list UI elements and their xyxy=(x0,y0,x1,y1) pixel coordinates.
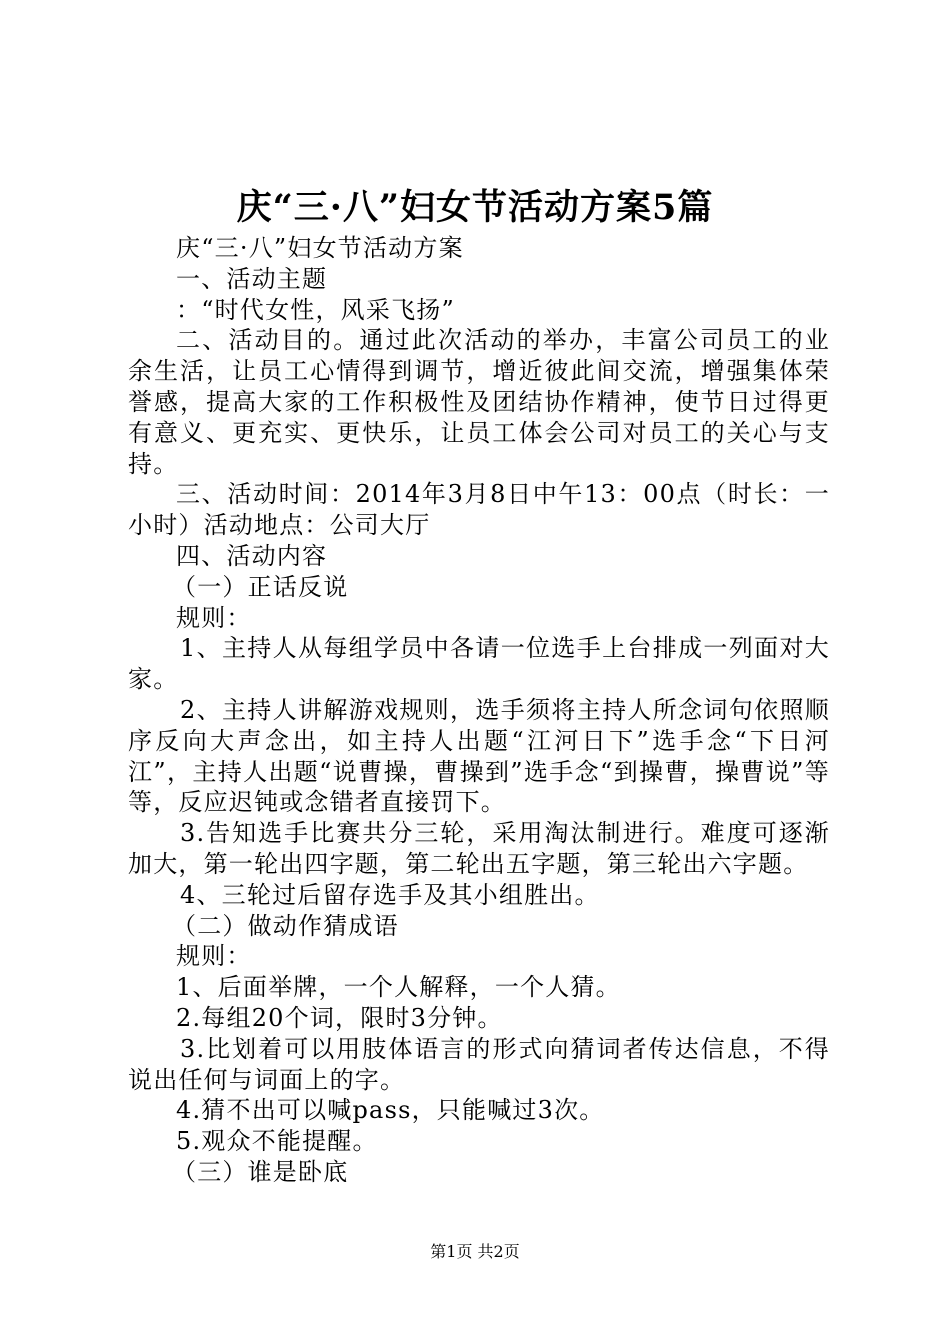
paragraph-rule-2-4: 4.猜不出可以喊pass，只能喊过3次。 xyxy=(176,1096,605,1125)
paragraph-time-place: 三、活动时间：2014年3月8日中午13：00点（时长：一小时）活动地点：公司大厅 xyxy=(128,480,830,540)
paragraph-rules-label: 规则： xyxy=(176,603,252,632)
paragraph-section-1: （一）正话反说 xyxy=(172,572,349,601)
paragraph-rule-4: 4、三轮过后留存选手及其小组胜出。 xyxy=(180,880,600,909)
paragraph-rule-2-5: 5.观众不能提醒。 xyxy=(176,1127,378,1156)
paragraph-theme: ：“时代女性，风采飞扬” xyxy=(176,295,455,324)
paragraph-rule-2-2: 2.每组20个词，限时3分钟。 xyxy=(176,1003,503,1032)
paragraph-heading-content: 四、活动内容 xyxy=(176,541,328,570)
paragraph-heading-theme: 一、活动主题 xyxy=(176,264,328,293)
document-title: 庆“三·八”妇女节活动方案5篇 xyxy=(236,187,714,228)
paragraph-purpose: 二、活动目的。通过此次活动的举办，丰富公司员工的业余生活，让员工心情得到调节，增近彼此间交流，增强集体荣誉感，提高大家的工作积极性及团结协作精神，使节日过得更有意义、更充实、更快乐，让员工体会公司对员工的关心与支持。 xyxy=(128,326,830,478)
paragraph-subtitle: 庆“三·八”妇女节活动方案 xyxy=(176,234,464,262)
paragraph-rule-1: 1、主持人从每组学员中各请一位选手上台排成一列面对大家。 xyxy=(128,634,830,694)
document-body xyxy=(128,233,830,1188)
paragraph-rule-2-1: 1、后面举牌，一个人解释，一个人猜。 xyxy=(176,973,621,1002)
page-footer: 第1页 共2页 xyxy=(430,1242,520,1261)
paragraph-rule-2: 2、主持人讲解游戏规则，选手须将主持人所念词句依照顺序反向大声念出，如主持人出题“江河日下”选手念“下日河江”，主持人出题“说曹操，曹操到”选手念“到操曹，操曹说”等等，反应迟钝或念错者直接罚下。 xyxy=(128,695,830,817)
paragraph-rules-label-2: 规则： xyxy=(176,942,252,971)
paragraph-section-2: （二）做动作猜成语 xyxy=(172,911,399,940)
paragraph-rule-2-3: 3.比划着可以用肢体语言的形式向猜词者传达信息，不得说出任何与词面上的字。 xyxy=(128,1034,830,1094)
paragraph-rule-3: 3.告知选手比赛共分三轮，采用淘汰制进行。难度可逐渐加大，第一轮出四字题，第二轮出五字题，第三轮出六字题。 xyxy=(128,819,830,878)
paragraph-section-3: （三）谁是卧底 xyxy=(172,1157,349,1186)
